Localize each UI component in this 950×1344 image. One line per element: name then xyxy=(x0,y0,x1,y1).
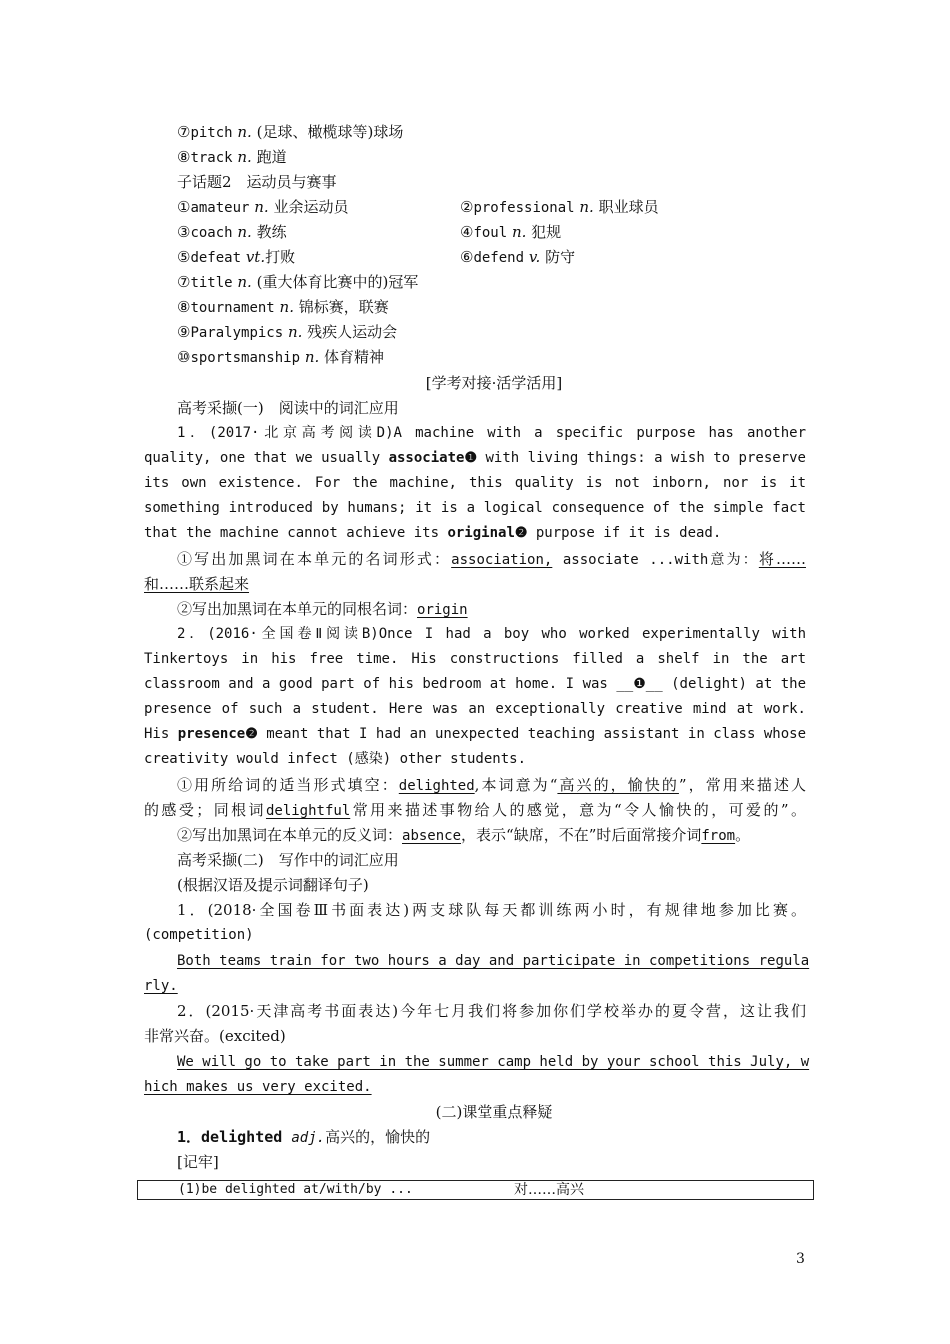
passage-line: something introduced by humans; it is a logical consequence of the simple fact xyxy=(144,500,806,516)
passage-line: presence of such a student. Here was an exceptionally creative mind at work. xyxy=(144,701,806,717)
blank: __❶__ xyxy=(616,676,663,692)
vocab-item-right: ④foul n. 犯规 xyxy=(460,223,562,241)
answer: 和……联系起来 xyxy=(144,575,250,593)
question: ②写出加黑词在本单元的反义词：absence，表示“缺席，不在”时后面常接介词from。 xyxy=(177,826,751,844)
writing-hint: (competition) xyxy=(144,927,254,943)
writing-answer: rly. xyxy=(144,978,178,994)
section2-heading: (二)课堂重点释疑 xyxy=(435,1103,553,1121)
vocab-row: ①amateur n. 业余运动员 ②professional n. 职业球员 xyxy=(177,195,806,221)
table-row xyxy=(137,1180,814,1200)
remember-label: [记牢] xyxy=(177,1153,219,1171)
table-cell: 对……高兴 xyxy=(514,1182,584,1198)
question-cont xyxy=(144,572,806,597)
passage-line: classroom and a good part of his bedroom at home. I was __❶__ (delight) at the xyxy=(144,676,807,692)
reading-heading: 高考采撷(一) 阅读中的词汇应用 xyxy=(177,399,399,417)
writing-heading: 高考采撷(二) 写作中的词汇应用 xyxy=(177,851,399,869)
vocab-item: ⑩sportsmanship n. 体育精神 xyxy=(177,348,385,366)
bold-word: presence❷ xyxy=(177,726,258,742)
writing-question: 2．(2015·天津高考书面表达)今年七月我们将参加你们学校举办的夏令营，这让我们 xyxy=(177,1002,806,1020)
writing-answer: Both teams train for two hours a day and participate in competitions regula xyxy=(177,953,810,969)
passage-line: its own existence. For the machine, this quality is not inborn, nor is it xyxy=(144,475,806,491)
vocab-item: ⑨Paralympics n. 残疾人运动会 xyxy=(177,323,398,341)
vocab-item: ⑧tournament n. 锦标赛，联赛 xyxy=(177,298,389,316)
passage-line: Tinkertoys in his free time. His constructions filled a shelf in the art xyxy=(144,651,806,667)
answer: 高兴的，愉快的 xyxy=(557,776,679,794)
section-heading: [学考对接·活学活用] xyxy=(425,374,563,392)
subtopic-title: 子话题2 运动员与赛事 xyxy=(177,173,337,191)
vocab-item-right: ②professional n. 职业球员 xyxy=(460,198,659,216)
passage-line: 1．(2017·北京高考阅读D)A machine with a specific purpose has another xyxy=(177,425,806,441)
writing-question: 1．(2018·全国卷Ⅲ书面表达)两支球队每天都训练两小时，有规律地参加比赛。 xyxy=(177,901,806,919)
key-point-title: 1．delighted adj.高兴的，愉快的 xyxy=(177,1128,431,1146)
bold-word: original❷ xyxy=(447,525,528,541)
vocab-item: ⑦title n. (重大体育比赛中的)冠军 xyxy=(177,273,419,291)
vocab-item-right: ⑥defend v. 防守 xyxy=(460,248,576,266)
question: ①写出加黑词在本单元的名词形式：association, associate ...with意为：将…… xyxy=(177,550,806,568)
writing-note: (根据汉语及提示词翻译句子) xyxy=(177,876,369,894)
question-cont: 的感受；同根词delightful常用来描述事物给人的感觉，意为“令人愉快的，可爱的”。 xyxy=(144,801,806,819)
table-cell: (1)be delighted at/with/by ... xyxy=(178,1182,413,1197)
vocab-item: ⑦pitch n. (足球、橄榄球等)球场 xyxy=(177,123,404,141)
answer: delighted xyxy=(398,778,475,794)
vocab-row: ③coach n. 教练 ④foul n. 犯规 xyxy=(177,220,806,246)
answer: delightful xyxy=(265,803,351,819)
answer: absence xyxy=(402,828,462,844)
answer: from xyxy=(701,828,736,844)
passage-line: 2．(2016·全国卷Ⅱ阅读B)Once I had a boy who worked experimentally with xyxy=(177,626,806,642)
vocab-item: ⑧track n. 跑道 xyxy=(177,148,287,166)
passage-line: creativity would infect (感染) other students. xyxy=(144,751,527,767)
page-number: 3 xyxy=(796,1251,805,1267)
passage-line: that the machine cannot achieve its original❷ purpose if it is dead. xyxy=(144,525,722,541)
writing-answer: We will go to take part in the summer camp held by your school this July, w xyxy=(177,1054,810,1070)
writing-hint: 非常兴奋。(excited) xyxy=(144,1027,286,1045)
answer: origin xyxy=(417,602,468,618)
question: ①用所给词的适当形式填空：delighted,本词意为“高兴的，愉快的”，常用来描述人 xyxy=(177,776,807,794)
passage-line: quality, one that we usually associate❶ with living things: a wish to preserve xyxy=(144,450,806,466)
vocab-row: ⑤defeat vt.打败 ⑥defend v. 防守 xyxy=(177,245,806,271)
question: ②写出加黑词在本单元的同根名词：origin xyxy=(177,600,468,618)
answer: 将…… xyxy=(758,550,806,568)
writing-answer: hich makes us very excited. xyxy=(144,1079,372,1095)
bold-word: associate❶ xyxy=(388,450,478,466)
passage-line: His presence❷ meant that I had an unexpected teaching assistant in class whose xyxy=(144,726,806,742)
answer: association, xyxy=(451,552,553,568)
